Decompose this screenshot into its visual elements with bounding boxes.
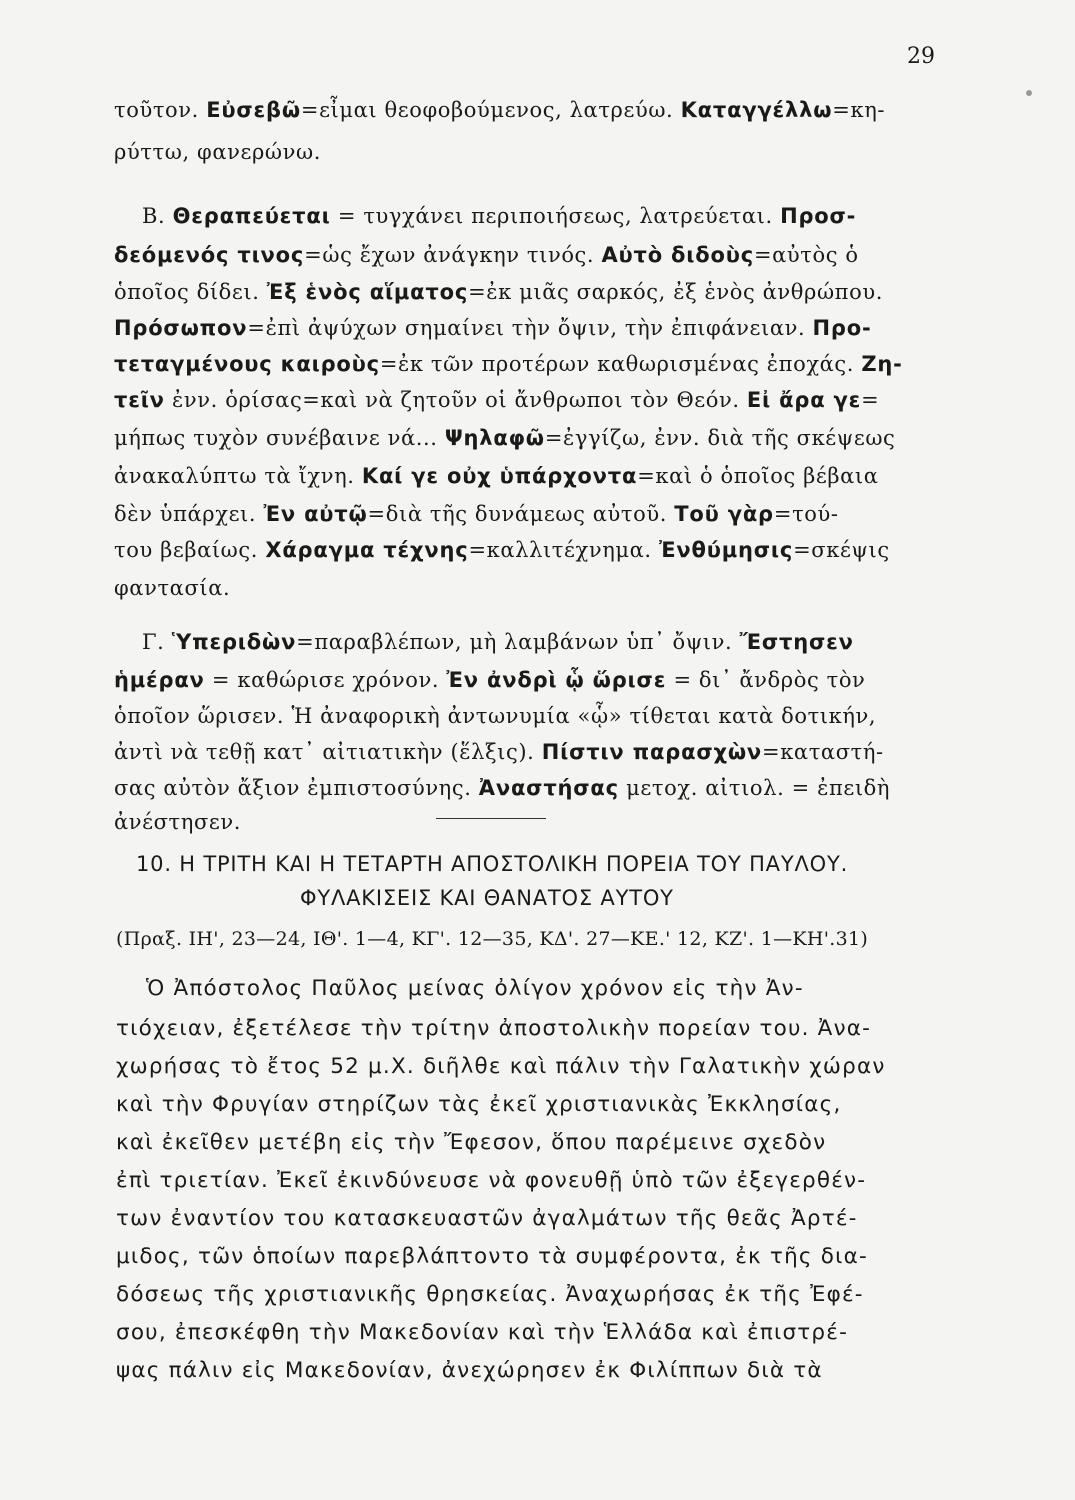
vocab-b-line-3 xyxy=(114,282,883,303)
text: =διὰ τῆς δυνάμεως αὐτοῦ. xyxy=(367,502,675,526)
term: Ἀναστήσας xyxy=(478,776,619,800)
text: =σκέψις xyxy=(793,538,890,562)
body-line: καὶ τὴν Φρυγίαν στηρίζων τὰς ἐκεῖ χριστιανικὰς Ἐκκλησίας, xyxy=(116,1092,842,1117)
vocab-b-line-8 xyxy=(114,466,879,487)
text: μήπως τυχὸν συνέβαινε νά... xyxy=(114,426,445,450)
text: = xyxy=(861,388,880,412)
vocab-c-line-6: ἀνέστησεν. xyxy=(114,810,242,834)
text: τοῦτον. xyxy=(114,98,207,122)
vocab-b-line-10 xyxy=(114,540,890,561)
term: Ἐν αὐτῷ xyxy=(263,502,368,526)
body-line: τιόχειαν, ἐξετέλεσε τὴν τρίτην ἀποστολικὴν πορείαν του. Ἀνα- xyxy=(116,1016,872,1041)
vocab-b-line-11: φαντασία. xyxy=(114,576,231,600)
section-divider xyxy=(436,818,546,819)
section-heading-line-1: 10. Η ΤΡΙΤΗ ΚΑΙ Η ΤΕΤΑΡΤΗ ΑΠΟΣΤΟΛΙΚΗ ΠΟΡΕΙΑ ΤΟΥ ΠΑΥΛΟΥ. xyxy=(136,852,849,876)
text: =ἐπὶ ἀψύχων σημαίνει τὴν ὄψιν, τὴν ἐπιφάνειαν. xyxy=(247,316,813,340)
section-heading-line-2: ΦΥΛΑΚΙΣΕΙΣ ΚΑΙ ΘΑΝΑΤΟΣ ΑΥΤΟΥ xyxy=(300,886,674,910)
text: =ἐκ μιᾶς σαρκός, ἐξ ἑνὸς ἀνθρώπου. xyxy=(468,280,883,304)
text: =παραβλέπων, μὴ λαμβάνων ὑπ᾿ ὄψιν. xyxy=(296,630,740,654)
print-speck xyxy=(1026,90,1032,96)
body-line: των ἐναντίον του κατασκευαστῶν ἀγαλμάτων τῆς θεᾶς Ἀρτέ- xyxy=(116,1206,858,1231)
text: =καὶ ὁ ὁποῖος βέβαια xyxy=(637,464,879,488)
term: Προ- xyxy=(812,316,872,340)
text: =καταστή- xyxy=(762,740,884,764)
vocab-b-line-4 xyxy=(114,318,871,339)
scripture-references: (Πραξ. ΙΗ', 23—24, ΙΘ'. 1—4, ΚΓ'. 12—35, ΚΔ'. 27—ΚΕ.' 12, ΚΖ'. 1—ΚΗ'.31) xyxy=(116,928,869,950)
text: =καλλιτέχνημα. xyxy=(468,538,659,562)
vocab-b-line-6 xyxy=(114,390,879,411)
body-line: μιδος, τῶν ὁποίων παρεβλάπτοντο τὰ συμφέροντα, ἐκ τῆς δια- xyxy=(116,1244,868,1269)
text: =κη- xyxy=(832,98,886,122)
text: = καθώρισε χρόνον. xyxy=(204,668,447,692)
term: Ὑπεριδὼν xyxy=(171,630,297,654)
text: =ὡς ἔχων ἀνάγκην τινός. xyxy=(304,243,602,267)
term: Ἔστησεν xyxy=(739,630,854,654)
term: Τοῦ γὰρ xyxy=(674,502,774,526)
vocab-b-line-2 xyxy=(114,245,859,266)
page-number: 29 xyxy=(907,44,935,69)
text: ἀντὶ νὰ τεθῇ κατ᾿ αἰτιατικὴν (ἕλξις). xyxy=(114,740,542,764)
term: Ἐξ ἑνὸς αἵματος xyxy=(266,280,469,304)
text: =ἐγγίζω, ἐνν. διὰ τῆς σκέψεως xyxy=(544,426,896,450)
term: Χάραγμα τέχνης xyxy=(265,538,469,562)
text: ὁποῖος δίδει. xyxy=(114,280,267,304)
text: Β. xyxy=(142,204,173,228)
vocab-b-line-5 xyxy=(114,354,903,375)
body-line: σου, ἐπεσκέφθη τὴν Μακεδονίαν καὶ τὴν Ἑλλάδα καὶ ἐπιστρέ- xyxy=(116,1320,849,1345)
term: τεταγμένους καιροὺς xyxy=(114,352,380,376)
body-line: καὶ ἐκεῖθεν μετέβη εἰς τὴν Ἔφεσον, ὅπου παρέμεινε σχεδὸν xyxy=(116,1130,827,1155)
text: = δι᾿ ἄνδρὸς τὸν xyxy=(666,668,866,692)
text: ἀνακαλύπτω τὰ ἴχνη. xyxy=(114,464,362,488)
term: Καί γε οὐχ ὑπάρχοντα xyxy=(361,464,638,488)
text: = τυγχάνει περιποιήσεως, λατρεύεται. xyxy=(330,204,781,228)
term: Καταγγέλλω xyxy=(680,98,833,122)
term: Αὐτὸ διδοὺς xyxy=(601,243,754,267)
vocab-c-line-5 xyxy=(114,778,890,799)
term: Προσ- xyxy=(780,204,857,228)
text: =ἐκ τῶν προτέρων καθωρισμένας ἐποχάς. xyxy=(379,352,862,376)
text: =τού- xyxy=(773,502,839,526)
term: Ἐν ἀνδρὶ ᾧ ὥρισε xyxy=(446,668,667,692)
text: του βεβαίως. xyxy=(114,538,266,562)
term: τεῖν xyxy=(114,388,165,412)
term: Ζη- xyxy=(861,352,903,376)
vocab-c-line-3: ὁποῖον ὥρισεν. Ἡ ἀναφορικὴ ἀντωνυμία «ᾧ» τίθεται κατὰ δοτικήν, xyxy=(114,704,877,728)
vocab-a-line-2: ρύττω, φανερώνω. xyxy=(114,140,321,164)
term: Εἰ ἄρα γε xyxy=(746,388,862,412)
term: Ἐνθύμησις xyxy=(658,538,794,562)
vocab-c-line-1 xyxy=(142,632,854,653)
text: σας αὐτὸν ἄξιον ἐμπιστοσύνης. xyxy=(114,776,479,800)
term: ἡμέραν xyxy=(114,668,205,692)
text: Γ. xyxy=(142,630,172,654)
text: μετοχ. αἰτιολ. = ἐπειδὴ xyxy=(618,776,891,800)
vocab-b-line-9 xyxy=(114,504,839,525)
vocab-b-line-1 xyxy=(142,206,856,227)
body-line: δόσεως τῆς χριστιανικῆς θρησκείας. Ἀναχωρήσας ἐκ τῆς Ἐφέ- xyxy=(116,1282,864,1307)
vocab-c-line-4 xyxy=(114,742,884,763)
vocab-c-line-2 xyxy=(114,670,865,691)
term: Εὐσεβῶ xyxy=(206,98,301,122)
term: Ψηλαφῶ xyxy=(444,426,545,450)
text: ἐνν. ὁρίσας=καὶ νὰ ζητοῦν οἱ ἄνθρωποι τὸν Θεόν. xyxy=(164,388,747,412)
body-line: ψας πάλιν εἰς Μακεδονίαν, ἀνεχώρησεν ἐκ Φιλίππων διὰ τὰ xyxy=(116,1358,823,1383)
body-line: χωρήσας τὸ ἔτος 52 μ.Χ. διῆλθε καὶ πάλιν τὴν Γαλατικὴν χώραν xyxy=(116,1054,886,1079)
vocab-a-line-1 xyxy=(114,100,885,121)
body-line: Ὁ Ἀπόστολος Παῦλος μείνας ὀλίγον χρόνον εἰς τὴν Ἀν- xyxy=(146,976,804,1001)
term: Θεραπεύεται xyxy=(172,204,331,228)
term: δεόμενός τινος xyxy=(114,243,305,267)
body-line: ἐπὶ τριετίαν. Ἐκεῖ ἐκινδύνευσε νὰ φονευθῇ ὑπὸ τῶν ἐξεγερθέν- xyxy=(116,1168,867,1193)
text: =εἶμαι θεοφοβούμενος, λατρεύω. xyxy=(300,98,681,122)
text: =αὐτὸς ὁ xyxy=(753,243,859,267)
text: δὲν ὑπάρχει. xyxy=(114,502,264,526)
term: Πίστιν παρασχὼν xyxy=(541,740,762,764)
vocab-b-line-7 xyxy=(114,428,895,449)
term: Πρόσωπον xyxy=(114,316,248,340)
